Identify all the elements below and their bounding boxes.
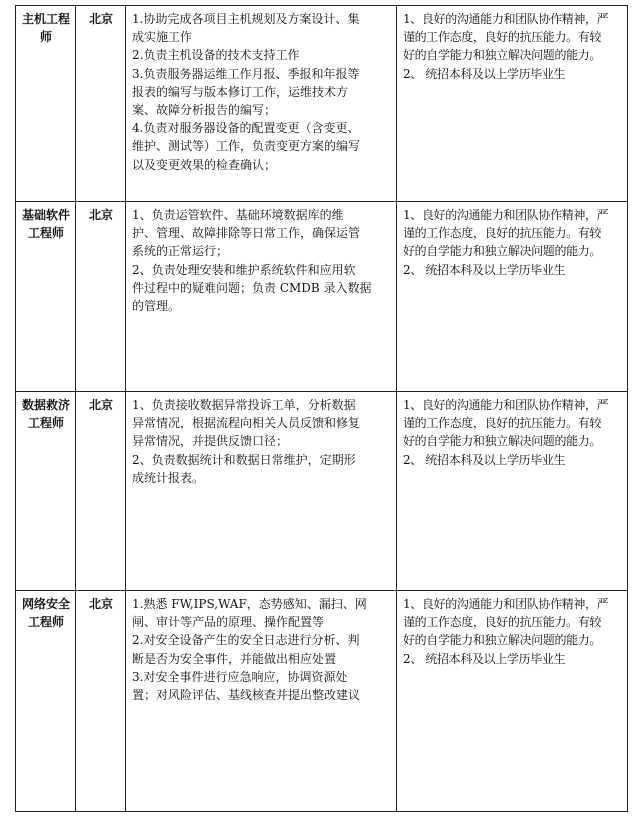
requirement-line: 好的自学能力和独立解决问题的能力。 (403, 244, 602, 259)
duty-line: 成统计报表。 (132, 470, 205, 485)
job-title-cell (16, 392, 76, 591)
duty-line: 的管理。 (132, 299, 181, 314)
job-title-cell (16, 591, 76, 812)
requirement-line: 1、良好的沟通能力和团队协作精神，严 (403, 398, 609, 412)
job-city-cell (76, 591, 126, 812)
job-duties-cell (126, 392, 397, 591)
job-title-line: 主机工程 (22, 12, 71, 26)
job-requirements-cell (397, 202, 628, 392)
job-city: 北京 (88, 597, 113, 611)
job-row (16, 392, 628, 591)
requirement-line: 好的自学能力和独立解决问题的能力。 (403, 633, 602, 648)
duty-line: 案、故障分析报告的编写； (132, 103, 277, 118)
job-title-cell (16, 202, 76, 392)
job-title-line: 工程师 (27, 226, 64, 241)
duty-line: 维护、测试等）工作，负责变更方案的编写 (132, 139, 361, 154)
duty-line: 系统的正常运行； (132, 244, 229, 259)
job-row (16, 6, 628, 202)
requirement-line: 好的自学能力和独立解决问题的能力。 (403, 434, 602, 449)
duty-line: 件过程中的疑难问题；负责 CMDB 录入数据 (132, 280, 372, 295)
job-title-line: 数据救济 (22, 398, 71, 412)
duty-line: 1、负责接收数据异常投诉工单，分析数据 (132, 398, 356, 412)
duty-line: 2.负责主机设备的技术支持工作 (132, 48, 300, 63)
duty-line: 报表的编写与版本修订工作，运维技术方 (132, 84, 349, 99)
job-table (15, 5, 628, 812)
job-city-cell (76, 202, 126, 392)
job-duties-cell (126, 202, 397, 392)
duty-line: 3.对安全事件进行应急响应，协调资源处 (132, 669, 348, 684)
duty-line: 1、负责运管软件、基础环境数据库的维 (132, 208, 344, 222)
duty-line: 1.协助完成各项目主机规划及方案设计、集 (132, 12, 360, 26)
requirement-line: 2、 统招本科及以上学历毕业生 (403, 651, 566, 666)
duty-line: 护、管理、故障排除等日常工作，确保运管 (132, 226, 361, 241)
duty-line: 4.负责对服务器设备的配置变更（含变更、 (132, 121, 360, 136)
job-title-line: 网络安全 (22, 597, 71, 611)
requirement-line: 1、良好的沟通能力和团队协作精神，严 (403, 597, 609, 611)
duty-line: 异常情况，根据流程向相关人员反馈和修复 (132, 416, 361, 431)
duty-line: 置；对风险评估、基线核查并提出整改建议 (132, 688, 361, 703)
job-requirements-cell (397, 6, 628, 202)
duty-line: 1.熟悉 FW,IPS,WAF，态势感知、漏扫、网 (132, 597, 367, 611)
duty-line: 断是否为安全事件，并能做出相应处置 (132, 651, 337, 666)
job-city-cell (76, 392, 126, 591)
requirement-line: 2、 统招本科及以上学历毕业生 (403, 262, 566, 277)
job-city: 北京 (88, 398, 113, 412)
job-row (16, 591, 628, 812)
job-city: 北京 (88, 12, 113, 26)
job-title-cell (16, 6, 76, 202)
job-duties-cell (126, 6, 397, 202)
job-city: 北京 (88, 208, 113, 222)
duty-line: 2、负责数据统计和数据日常维护，定期形 (132, 452, 356, 467)
job-title-line: 工程师 (27, 416, 64, 431)
job-city-cell (76, 6, 126, 202)
job-requirements-cell (397, 591, 628, 812)
requirement-line: 谨的工作态度，良好的抗压能力。有较 (403, 416, 602, 431)
duty-line: 2、负责处理安装和维护系统软件和应用软 (132, 262, 356, 277)
job-title-line: 工程师 (27, 615, 64, 630)
requirement-line: 谨的工作态度，良好的抗压能力。有较 (403, 30, 602, 45)
requirement-line: 谨的工作态度，良好的抗压能力。有较 (403, 615, 602, 630)
duty-line: 以及变更效果的检查确认； (132, 157, 277, 172)
duty-line: 2.对安全设备产生的安全日志进行分析、判 (132, 633, 360, 648)
requirement-line: 2、 统招本科及以上学历毕业生 (403, 452, 566, 467)
duty-line: 3.负责服务器运维工作月报、季报和年报等 (132, 66, 360, 81)
requirement-line: 好的自学能力和独立解决问题的能力。 (403, 48, 602, 63)
requirement-line: 2、 统招本科及以上学历毕业生 (403, 66, 566, 81)
job-duties-cell (126, 591, 397, 812)
duty-line: 异常情况，并提供反馈口径； (132, 434, 289, 449)
job-title-line: 基础软件 (22, 208, 71, 222)
job-row (16, 202, 628, 392)
requirement-line: 1、良好的沟通能力和团队协作精神，严 (403, 208, 609, 222)
requirement-line: 谨的工作态度，良好的抗压能力。有较 (403, 226, 602, 241)
duty-line: 闸、审计等产品的原理、操作配置等 (132, 615, 325, 630)
job-title-line: 师 (39, 30, 52, 45)
requirement-line: 1、良好的沟通能力和团队协作精神，严 (403, 12, 609, 26)
duty-line: 成实施工作 (132, 30, 193, 45)
job-requirements-cell (397, 392, 628, 591)
